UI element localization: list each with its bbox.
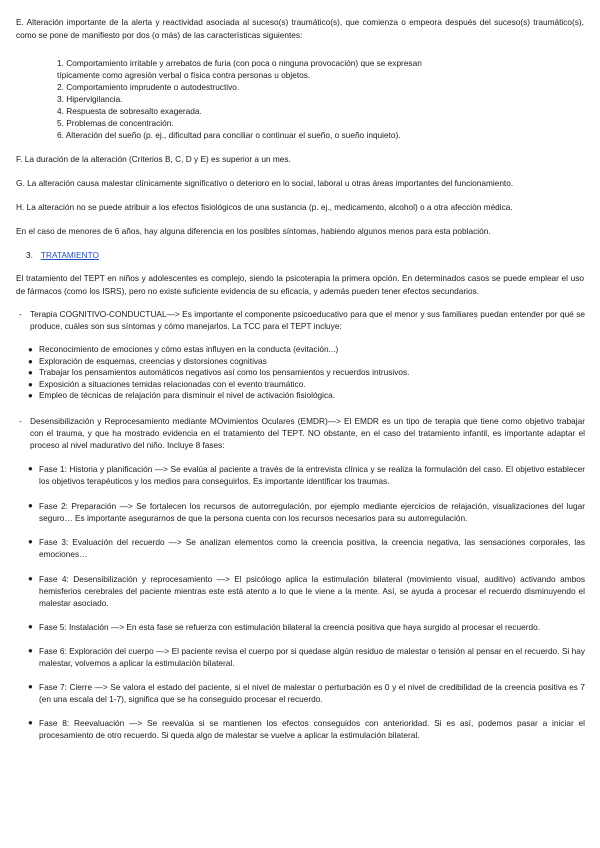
list-item <box>28 367 584 379</box>
criterion-e-list <box>57 57 577 141</box>
phase-text: Fase 1: Historia y planificación —> Se evalúa al paciente a través de la entrevista clínica y se realiza la formulación del caso. El objetivo establecer los objetivos terapéuticos y los medios para conseguirlos. Es importante identificar los traumas. <box>39 464 585 486</box>
criterion-e-item: 5. Problemas de concentración. <box>57 118 174 128</box>
emdr-phase <box>28 500 585 524</box>
bullet-icon: ● <box>28 622 33 631</box>
bullet-icon: ● <box>28 379 33 389</box>
list-item-text: Reconocimiento de emociones y cómo estas influyen en la conducta (evitación...) <box>39 344 339 354</box>
list-item-text: Trabajar los pensamientos automáticos negativos así como los pensamientos y recuerdos intrusivos. <box>39 367 410 377</box>
list-item <box>28 344 584 356</box>
bullet-icon: ● <box>28 501 33 510</box>
bullet-icon: ● <box>28 646 33 655</box>
tcc-paragraph <box>19 308 585 332</box>
bullet-icon: ● <box>28 718 33 727</box>
list-item-text: Exploración de esquemas, creencias y distorsiones cognitivas <box>39 355 267 366</box>
phase-text: Fase 8: Reevaluación —> Se reevalúa si se mantienen los efectos conseguidos con anterioridad. Si es así, podemos pasar a iniciar el procesamiento de otro recuerdo. Si queda algo de malestar se vuelve a aplicar la estimulación bilateral. <box>39 718 585 740</box>
treatment-intro: El tratamiento del TEPT en niños y adolescentes es complejo, siendo la psicoterapia la primera opción. En determinados casos se puede emplear el uso de fármacos (como los ISRS), pero no existe suficiente evidencia de su eficacia, y además pueden tener efectos secundarios. <box>16 273 584 296</box>
emdr-phase <box>28 681 585 705</box>
bullet-icon: ● <box>28 356 33 366</box>
section-number: 3. <box>26 250 33 260</box>
emdr-paragraph <box>19 415 585 451</box>
bullet-icon: ● <box>28 537 33 546</box>
emdr-phase <box>28 463 585 487</box>
phase-text: Fase 2: Preparación —> Se fortalecen los recursos de autorregulación, por ejemplo mediante ejercicios de relajación, visualizaciones del lugar seguro… Es importante asegurarnos de que la persona cuenta con los recursos necesarios para su autorregulación. <box>39 501 585 523</box>
section-title-link[interactable]: TRATAMIENTO <box>40 250 99 260</box>
dash-marker: - <box>19 416 22 426</box>
list-item <box>28 379 584 391</box>
criterion-g: G. La alteración causa malestar clínicamente significativo o deterioro en lo social, laboral u otras áreas importantes del funcionamiento. <box>16 178 514 188</box>
phase-text: Fase 5: Instalación —> En esta fase se refuerza con estimulación bilateral la creencia positiva que haya surgido al procesar el recuerdo. <box>39 622 541 632</box>
criterion-h: H. La alteración no se puede atribuir a los efectos fisiológicos de una sustancia (p. ej., medicamento, alcohol) o a otra afección médica. <box>16 202 513 212</box>
bullet-icon: ● <box>28 391 33 400</box>
emdr-phase <box>28 717 585 741</box>
tcc-list <box>28 344 584 402</box>
tcc-text: Terapia COGNITIVO-CONDUCTUAL—> Es importante el componente psicoeducativo para que el menor y sus familiares puedan entender por qué se produce, cuáles son sus síntomas y cómo manejarlos. La TCC para el TEPT incluye: <box>30 309 585 331</box>
phase-text: Fase 3: Evaluación del recuerdo —> Se analizan elementos como la creencia positiva, la creencia negativa, las sensaciones corporales, las emociones… <box>39 537 585 559</box>
emdr-phase <box>28 536 585 560</box>
bullet-icon: ● <box>28 574 33 583</box>
criterion-e-item: típicamente como agresión verbal o física contra personas u objetos. <box>57 70 311 80</box>
list-item-text: Exposición a situaciones temidas relacionadas con el evento traumático. <box>39 378 306 389</box>
phase-text: Fase 6: Exploración del cuerpo —> El paciente revisa el cuerpo por si quedase algún residuo de malestar o tensión al pensar en el recuerdo. Si hay malestar, volvemos a aplicar la estimulación bilateral. <box>39 646 585 668</box>
criterion-e-item: 4. Respuesta de sobresalto exagerada. <box>57 106 202 116</box>
section-heading <box>26 249 99 262</box>
children-note: En el caso de menores de 6 años, hay alguna diferencia en los posibles síntomas, habiendo algunos menos para esta población. <box>16 226 491 236</box>
list-item <box>28 356 584 368</box>
bullet-icon: ● <box>28 345 33 354</box>
emdr-phase <box>28 621 585 633</box>
emdr-text: Desensibilización y Reprocesamiento mediante MOvimientos Oculares (EMDR)—> El EMDR es un tipo de terapia que tiene como objetivo trabajar con el trauma, y que ha mostrado evidencia en el tratamiento del TEPT. NO obstante, en el caso del tratamiento infantil, es importante adaptar el proceso al nivel madurativo del niño. Incluye 8 fases: <box>30 416 585 450</box>
phase-text: Fase 4: Desensibilización y reprocesamiento —> El psicólogo aplica la estimulación bilateral (movimiento visual, auditivo) activando ambos hemisferios cerebrales del paciente mientras este está atento a lo que le viene a la mente. Así, se ayuda a procesar el recuerdo disminuyendo el malestar asociado. <box>39 574 585 608</box>
list-item-text: Empleo de técnicas de relajación para disminuir el nivel de activación fisiológica. <box>39 390 336 400</box>
criterion-e-item: 2. Comportamiento imprudente o autodestructivo. <box>57 82 240 92</box>
bullet-icon: ● <box>28 682 33 691</box>
criterion-e-item: 3. Hipervigilancia. <box>57 94 123 104</box>
bullet-icon: ● <box>28 368 33 377</box>
emdr-phase <box>28 645 585 669</box>
list-item <box>28 390 584 402</box>
criterion-f: F. La duración de la alteración (Criterios B, C, D y E) es superior a un mes. <box>16 154 291 164</box>
criterion-e-intro: E. Alteración importante de la alerta y reactividad asociada al suceso(s) traumático(s), que comienza o empeora después del suceso(s) traumático(s), como se pone de manifiesto por dos (o más) de las características siguientes: <box>16 17 584 40</box>
criterion-e-item: 6. Alteración del sueño (p. ej., dificultad para conciliar o continuar el sueño, o sueño inquieto). <box>57 130 401 140</box>
phase-text: Fase 7: Cierre —> Se valora el estado del paciente, si el nivel de malestar o perturbación es 0 y el nivel de credibilidad de la creencia positiva es 7 (en una escala del 1-7), significa que se ha conseguido procesar el recuerdo. <box>39 682 585 704</box>
emdr-phase <box>28 573 585 609</box>
dash-marker: - <box>19 309 22 319</box>
bullet-icon: ● <box>28 464 33 473</box>
criterion-e-item: 1. Comportamiento irritable y arrebatos de furia (con poca o ninguna provocación) que se expresan <box>57 58 422 68</box>
